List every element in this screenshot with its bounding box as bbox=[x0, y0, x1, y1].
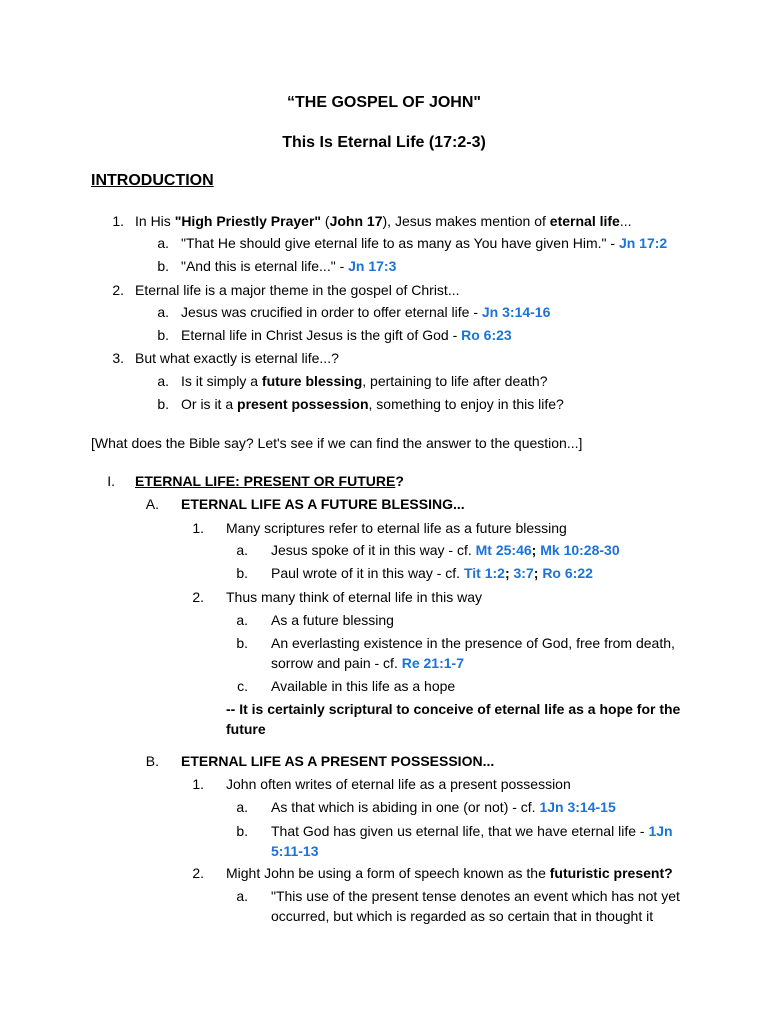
bold-text: future blessing bbox=[261, 373, 363, 389]
list-marker: 1. bbox=[192, 520, 204, 536]
text-segment: "That He should give eternal life to as many as You have given Him." - bbox=[181, 235, 619, 251]
text-segment: Paul wrote of it in this way - cf. bbox=[271, 565, 464, 581]
list-text bbox=[271, 563, 593, 583]
text-segment: Eternal life is a major theme in the gospel of Christ... bbox=[135, 282, 460, 298]
scripture-reference: Jn 17:3 bbox=[348, 258, 397, 274]
text-segment: Eternal life in Christ Jesus is the gift of God - bbox=[181, 327, 462, 343]
list-marker: b. bbox=[157, 258, 169, 274]
bold-text: futuristic present? bbox=[549, 865, 673, 881]
section-heading bbox=[135, 471, 404, 491]
list-marker: b. bbox=[236, 823, 248, 839]
bold-text: ; bbox=[504, 565, 510, 581]
text-segment: Many scriptures refer to eternal life as a future blessing bbox=[226, 520, 567, 536]
bracket-note: [What does the Bible say? Let's see if we can find the answer to the question...] bbox=[91, 435, 583, 451]
text-segment: occurred, but which is regarded as so certain that in thought it bbox=[271, 908, 654, 924]
list-text bbox=[271, 906, 653, 926]
text-segment: ... bbox=[619, 213, 632, 229]
text-segment: "And this is eternal life..." - bbox=[181, 258, 349, 274]
list-marker: A. bbox=[145, 496, 159, 512]
introduction-heading: INTRODUCTION bbox=[91, 172, 214, 189]
list-marker: 1. bbox=[112, 213, 124, 229]
text-segment: An everlasting existence in the presence of God, free from death, bbox=[271, 635, 675, 651]
list-text bbox=[226, 518, 567, 538]
list-marker: B. bbox=[145, 753, 159, 769]
list-marker: 2. bbox=[112, 282, 124, 298]
list-text bbox=[135, 211, 632, 231]
list-marker: b. bbox=[236, 565, 248, 581]
text-segment: sorrow and pain - cf. bbox=[271, 655, 402, 671]
list-text bbox=[271, 886, 680, 906]
list-text bbox=[226, 863, 673, 883]
text-segment: Thus many think of eternal life in this way bbox=[226, 589, 483, 605]
list-text bbox=[271, 540, 620, 560]
scripture-reference: Jn 17:2 bbox=[618, 235, 668, 251]
document-title: “THE GOSPEL OF JOHN" bbox=[287, 94, 481, 111]
list-text bbox=[181, 256, 396, 276]
list-marker: b. bbox=[157, 396, 169, 412]
text-segment: Available in this life as a hope bbox=[271, 678, 456, 694]
list-marker: a. bbox=[157, 373, 169, 389]
text-segment: , something to enjoy in this life? bbox=[368, 396, 564, 412]
list-marker: b. bbox=[236, 635, 248, 651]
text-segment: , pertaining to life after death? bbox=[362, 373, 548, 389]
scripture-reference: Re 21:1-7 bbox=[401, 655, 464, 671]
list-text bbox=[271, 633, 675, 653]
text-segment: Might John be using a form of speech known as the bbox=[226, 865, 550, 881]
scripture-reference: Ro 6:23 bbox=[461, 327, 512, 343]
document-subtitle: This Is Eternal Life (17:2-3) bbox=[282, 134, 486, 151]
text-segment: Or is it a bbox=[181, 396, 238, 412]
text-segment: "This use of the present tense denotes an event which has not yet bbox=[271, 888, 680, 904]
list-text bbox=[226, 587, 482, 607]
text-segment: ( bbox=[321, 213, 330, 229]
scripture-reference: Mk 10:28-30 bbox=[540, 542, 620, 558]
text-segment: John often writes of eternal life as a present possession bbox=[226, 776, 571, 792]
list-marker: 2. bbox=[192, 589, 204, 605]
bold-text: future bbox=[226, 721, 266, 737]
bold-text: ; bbox=[531, 542, 537, 558]
scripture-reference: Jn 3:14-16 bbox=[481, 304, 551, 320]
subsection-heading bbox=[181, 751, 494, 771]
list-text bbox=[271, 610, 394, 630]
text-segment: Is it simply a bbox=[181, 373, 262, 389]
list-text bbox=[181, 233, 667, 253]
list-text bbox=[181, 325, 512, 345]
list-text bbox=[226, 699, 680, 719]
bold-text: -- It is certainly scriptural to conceive of eternal life as a hope for the bbox=[226, 701, 681, 717]
list-text bbox=[181, 394, 564, 414]
list-text bbox=[226, 774, 571, 794]
bold-text: eternal life bbox=[549, 213, 620, 229]
list-text bbox=[271, 676, 455, 696]
text-segment: As that which is abiding in one (or not) - cf. bbox=[271, 799, 540, 815]
subsection-heading bbox=[181, 494, 465, 514]
scripture-reference: 1Jn bbox=[648, 823, 673, 839]
bold-text: ETERNAL LIFE AS A FUTURE BLESSING... bbox=[181, 496, 465, 512]
list-marker: 3. bbox=[112, 350, 124, 366]
list-marker: b. bbox=[157, 327, 169, 343]
list-text bbox=[271, 821, 673, 841]
list-text bbox=[181, 302, 550, 322]
text-segment: ), Jesus makes mention of bbox=[382, 213, 550, 229]
bold-text: present possession bbox=[237, 396, 369, 412]
bold-text: "High Priestly Prayer" bbox=[174, 213, 322, 229]
list-marker: 1. bbox=[192, 776, 204, 792]
list-marker: I. bbox=[107, 473, 115, 489]
scripture-reference: 5:11-13 bbox=[271, 843, 319, 859]
list-marker: c. bbox=[237, 678, 248, 694]
text-segment: Jesus was crucified in order to offer eternal life - bbox=[181, 304, 482, 320]
list-marker: a. bbox=[157, 235, 169, 251]
list-text bbox=[271, 797, 616, 817]
list-marker: a. bbox=[236, 888, 248, 904]
text-segment: But what exactly is eternal life...? bbox=[135, 350, 339, 366]
scripture-reference: 3:7 bbox=[513, 565, 534, 581]
list-marker: a. bbox=[236, 799, 248, 815]
list-marker: 2. bbox=[192, 865, 204, 881]
list-marker: a. bbox=[157, 304, 169, 320]
bold-text: ? bbox=[395, 473, 404, 489]
list-marker: a. bbox=[236, 612, 248, 628]
list-text bbox=[271, 841, 318, 861]
text-segment: As a future blessing bbox=[271, 612, 394, 628]
bold-text: John 17 bbox=[329, 213, 383, 229]
scripture-reference: Ro 6:22 bbox=[542, 565, 593, 581]
list-text bbox=[271, 653, 464, 673]
underlined-heading-text: ETERNAL LIFE: PRESENT OR FUTURE bbox=[135, 473, 396, 489]
scripture-reference: Mt 25:46 bbox=[475, 542, 532, 558]
text-segment: Jesus spoke of it in this way - cf. bbox=[271, 542, 476, 558]
list-text bbox=[226, 719, 266, 739]
bold-text: ETERNAL LIFE AS A PRESENT POSSESSION... bbox=[181, 753, 495, 769]
text-segment: That God has given us eternal life, that we have eternal life - bbox=[271, 823, 649, 839]
scripture-reference: 1Jn 3:14-15 bbox=[539, 799, 616, 815]
list-text bbox=[181, 371, 548, 391]
list-text bbox=[135, 280, 459, 300]
list-marker: a. bbox=[236, 542, 248, 558]
list-text bbox=[135, 348, 339, 368]
bold-text: ; bbox=[533, 565, 539, 581]
text-segment: In His bbox=[135, 213, 175, 229]
scripture-reference: Tit 1:2 bbox=[463, 565, 505, 581]
